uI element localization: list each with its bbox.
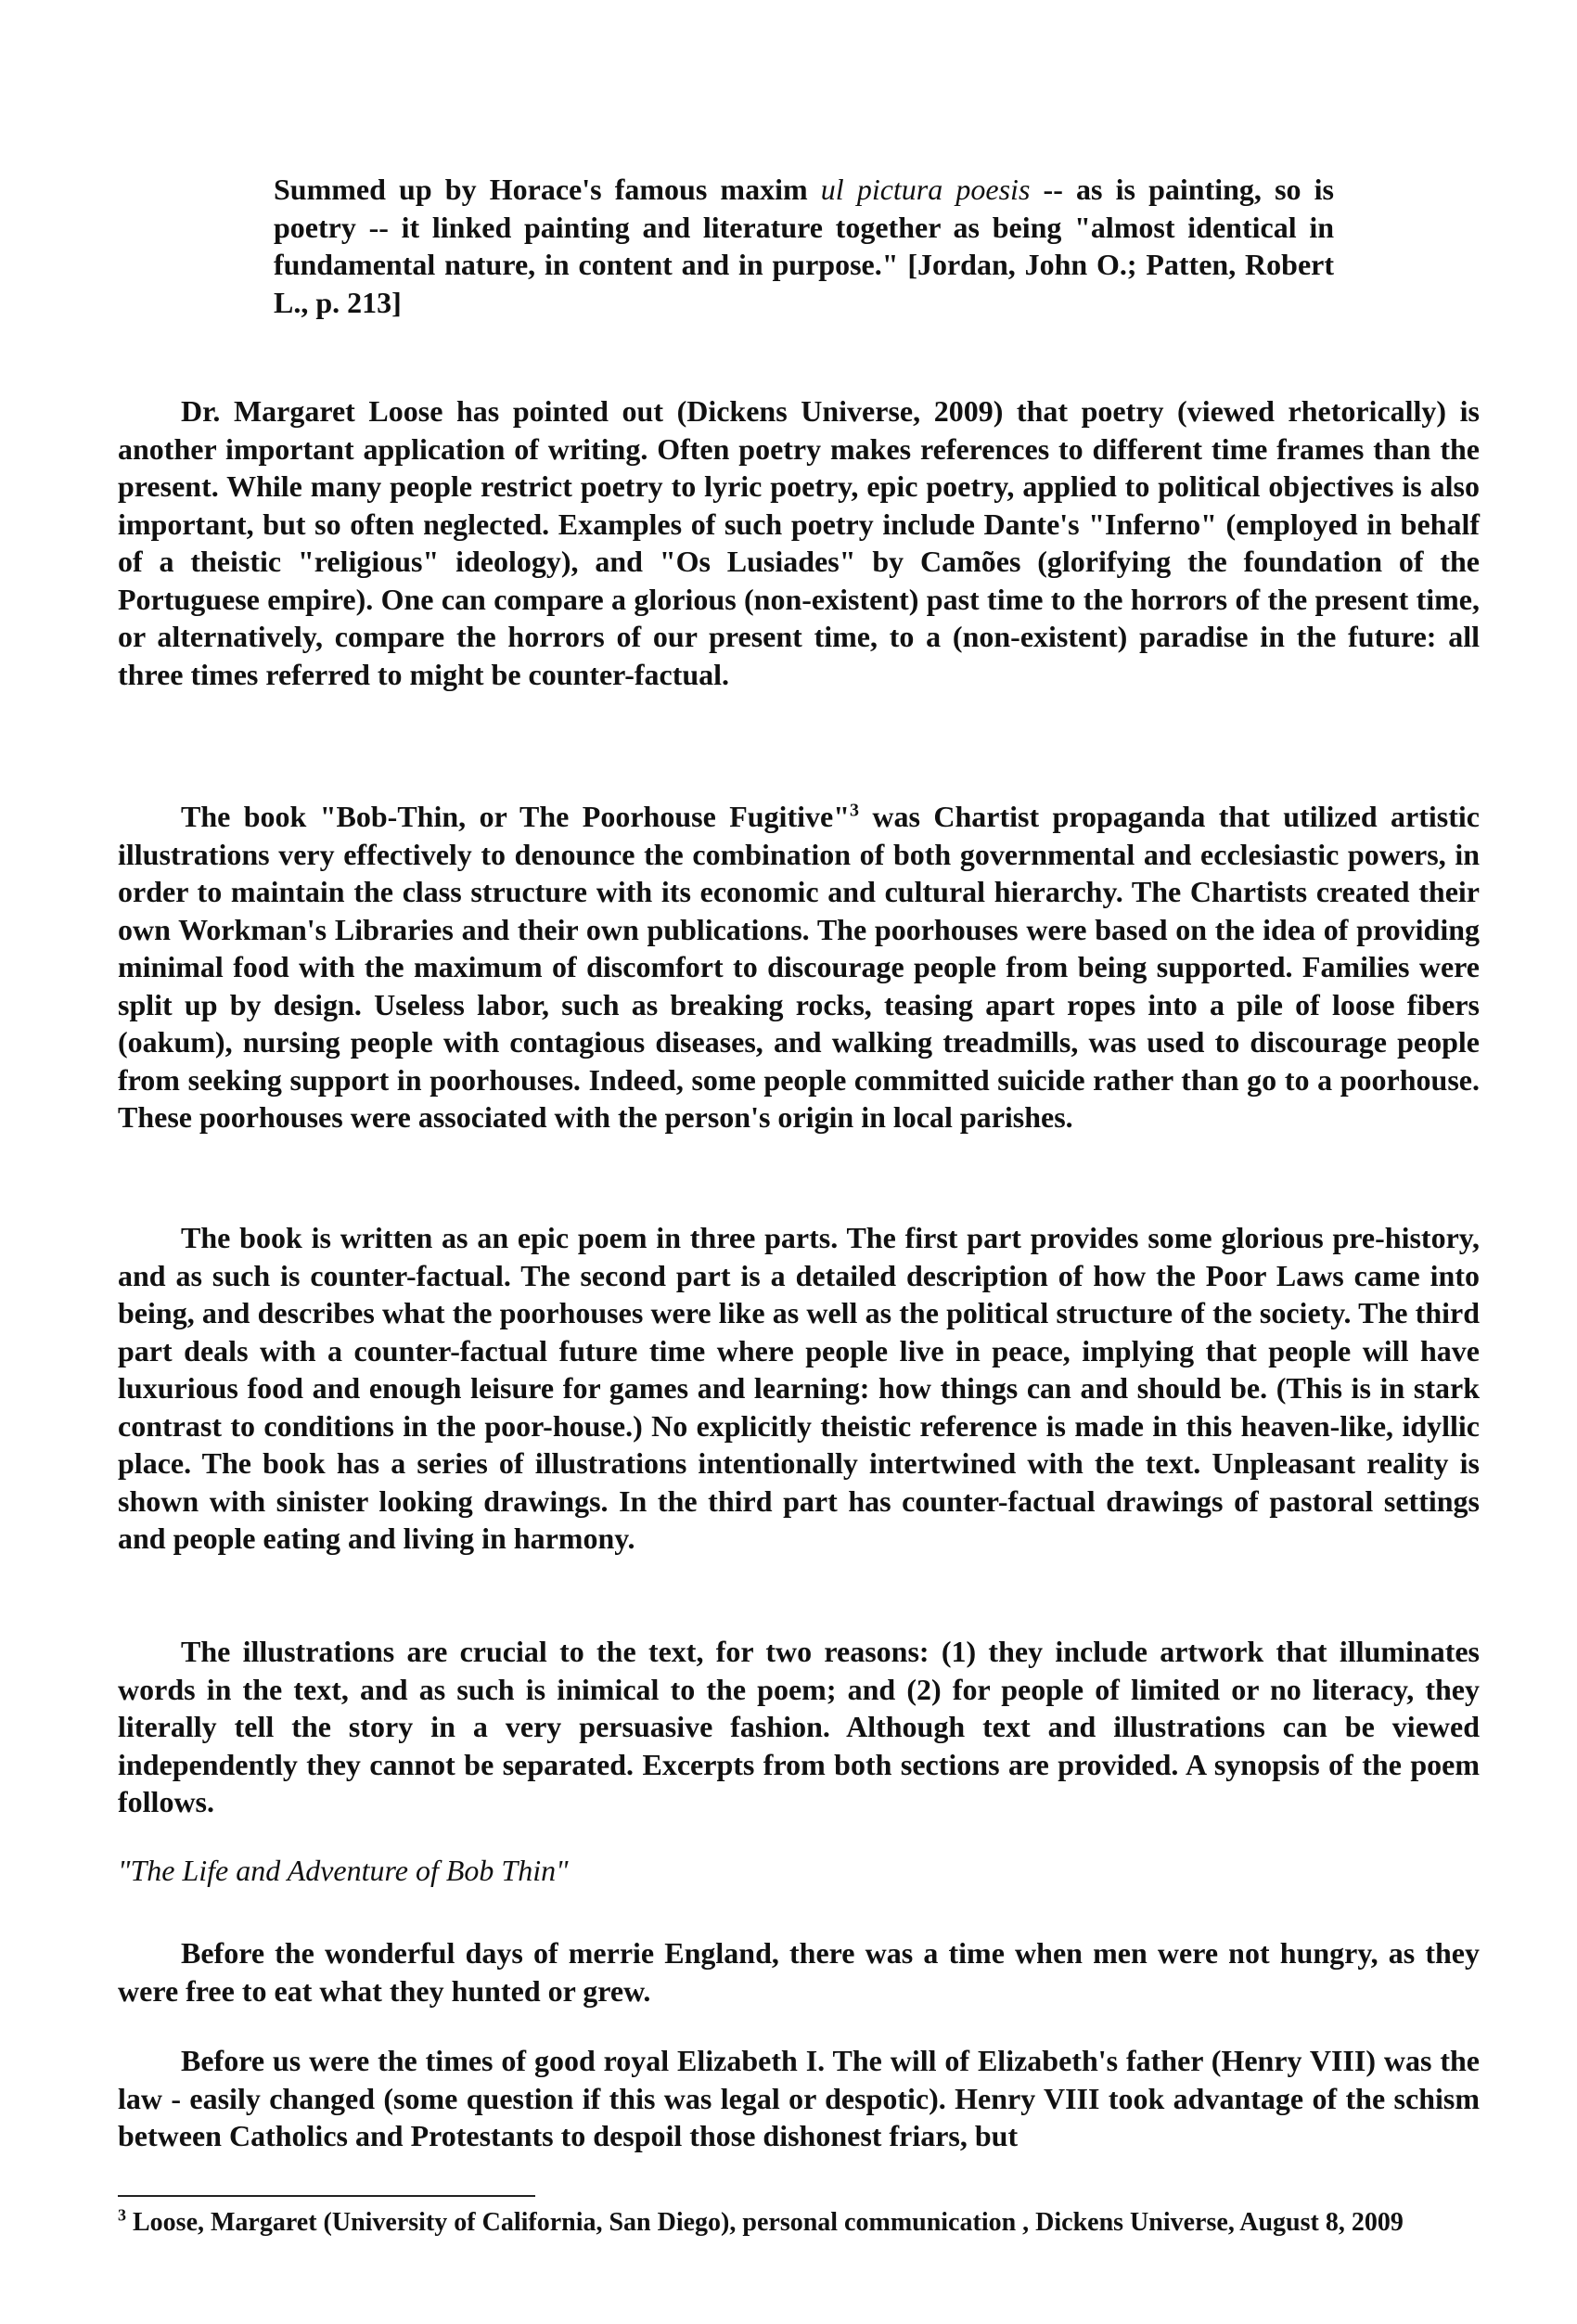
bob-thin-text-end: was Chartist propaganda that utilized artistic illustrations very effectively to denounce the combination of both governmental and ecclesiastic powers, in order to maintain the class structure with its economic and cultural hierarchy. The Chartists created their own Workman's Libraries and their own publications. The poorhouses were based on the idea of providing minimal food with the maximum of discomfort to discourage people from being supported. Families were split up by design. Useless labor, such as breaking rocks, teasing apart ropes into a pile of loose fibers (oakum), nursing people with contagious diseases, and walking treadmills, was used to discourage people from seeking support in poorhouses. Indeed, some people committed suicide rather than go to a poorhouse. These poorhouses were associated with the person's origin in local parishes. [118, 800, 1481, 1134]
footnote-marker: 3 [118, 2205, 126, 2225]
paragraph-bob-thin [118, 798, 1480, 1136]
block-quote [274, 171, 1334, 321]
footnote-divider [118, 2195, 535, 2197]
footnote [118, 2204, 1480, 2241]
quote-text-start: Summed up by Horace's famous maxim [274, 173, 821, 206]
bob-thin-text-start: The book "Bob-Thin, or The Poorhouse Fugitive" [181, 800, 850, 833]
paragraph-epic-poem: The book is written as an epic poem in three parts. The first part provides some glorious pre-history, and as such is counter-factual. The second part is a detailed description of how the Poor Laws came into being, and describes what the poorhouses were like as well as the political structure of the society. The third part deals with a counter-factual future time where people live in peace, implying that people will have luxurious food and enough leisure for games and learning: how things can and should be. (This is in stark contrast to conditions in the poor-house.) No explicitly theistic reference is made in this heaven-like, idyllic place. The book has a series of illustrations intentionally intertwined with the text. Unpleasant reality is shown with sinister looking drawings. In the third part has counter-factual drawings of pastoral settings and people eating and living in harmony. [118, 1221, 1480, 1555]
paragraph-illustrations: The illustrations are crucial to the text, for two reasons: (1) they include artwork that illuminates words in the text, and as such is inimical to the poem; and (2) for people of limited or no literacy, they literally tell the story in a very persuasive fashion. Although text and illustrations can be viewed independently they cannot be separated. Excerpts from both sections are provided. A synopsis of the poem follows. [118, 1635, 1480, 1818]
paragraph-merrie-england: Before the wonderful days of merrie England, there was a time when men were not hungry, as they were free to eat what they hunted or grew. [118, 1936, 1480, 2008]
poem-title: "The Life and Adventure of Bob Thin" [118, 1854, 569, 1887]
quote-text-end: -- as is painting, so is poetry -- it linked painting and literature together as being "almost identical in fundamental nature, in content and in purpose." [Jordan, John O.; Patten, Robert L., p. 213] [274, 173, 1335, 319]
footnote-reference: 3 [849, 800, 859, 821]
paragraph-elizabeth: Before us were the times of good royal Elizabeth I. The will of Elizabeth's father (Henry VIII) was the law - easily changed (some question if this was legal or despotic). Henry VIII took advantage of the schism between Catholics and Protestants to despoil those dishonest friars, but [118, 2044, 1480, 2152]
latin-maxim: ul pictura poesis [820, 173, 1031, 206]
paragraph-loose: Dr. Margaret Loose has pointed out (Dickens Universe, 2009) that poetry (viewed rhetorically) is another important application of writing. Often poetry makes references to different time frames than the present. While many people restrict poetry to lyric poetry, epic poetry, applied to political objectives is also important, but so often neglected. Examples of such poetry include Dante's "Inferno" (employed in behalf of a theistic "religious" ideology), and "Os Lusiades" by Camões (glorifying the foundation of the Portuguese empire). One can compare a glorious (non-existent) past time to the horrors of the present time, or alternatively, compare the horrors of our present time, to a (non-existent) paradise in the future: all three times referred to might be counter-factual. [118, 394, 1480, 691]
footnote-text: Loose, Margaret (University of California, San Diego), personal communication , Dickens Universe, August 8, 2009 [126, 2208, 1404, 2237]
